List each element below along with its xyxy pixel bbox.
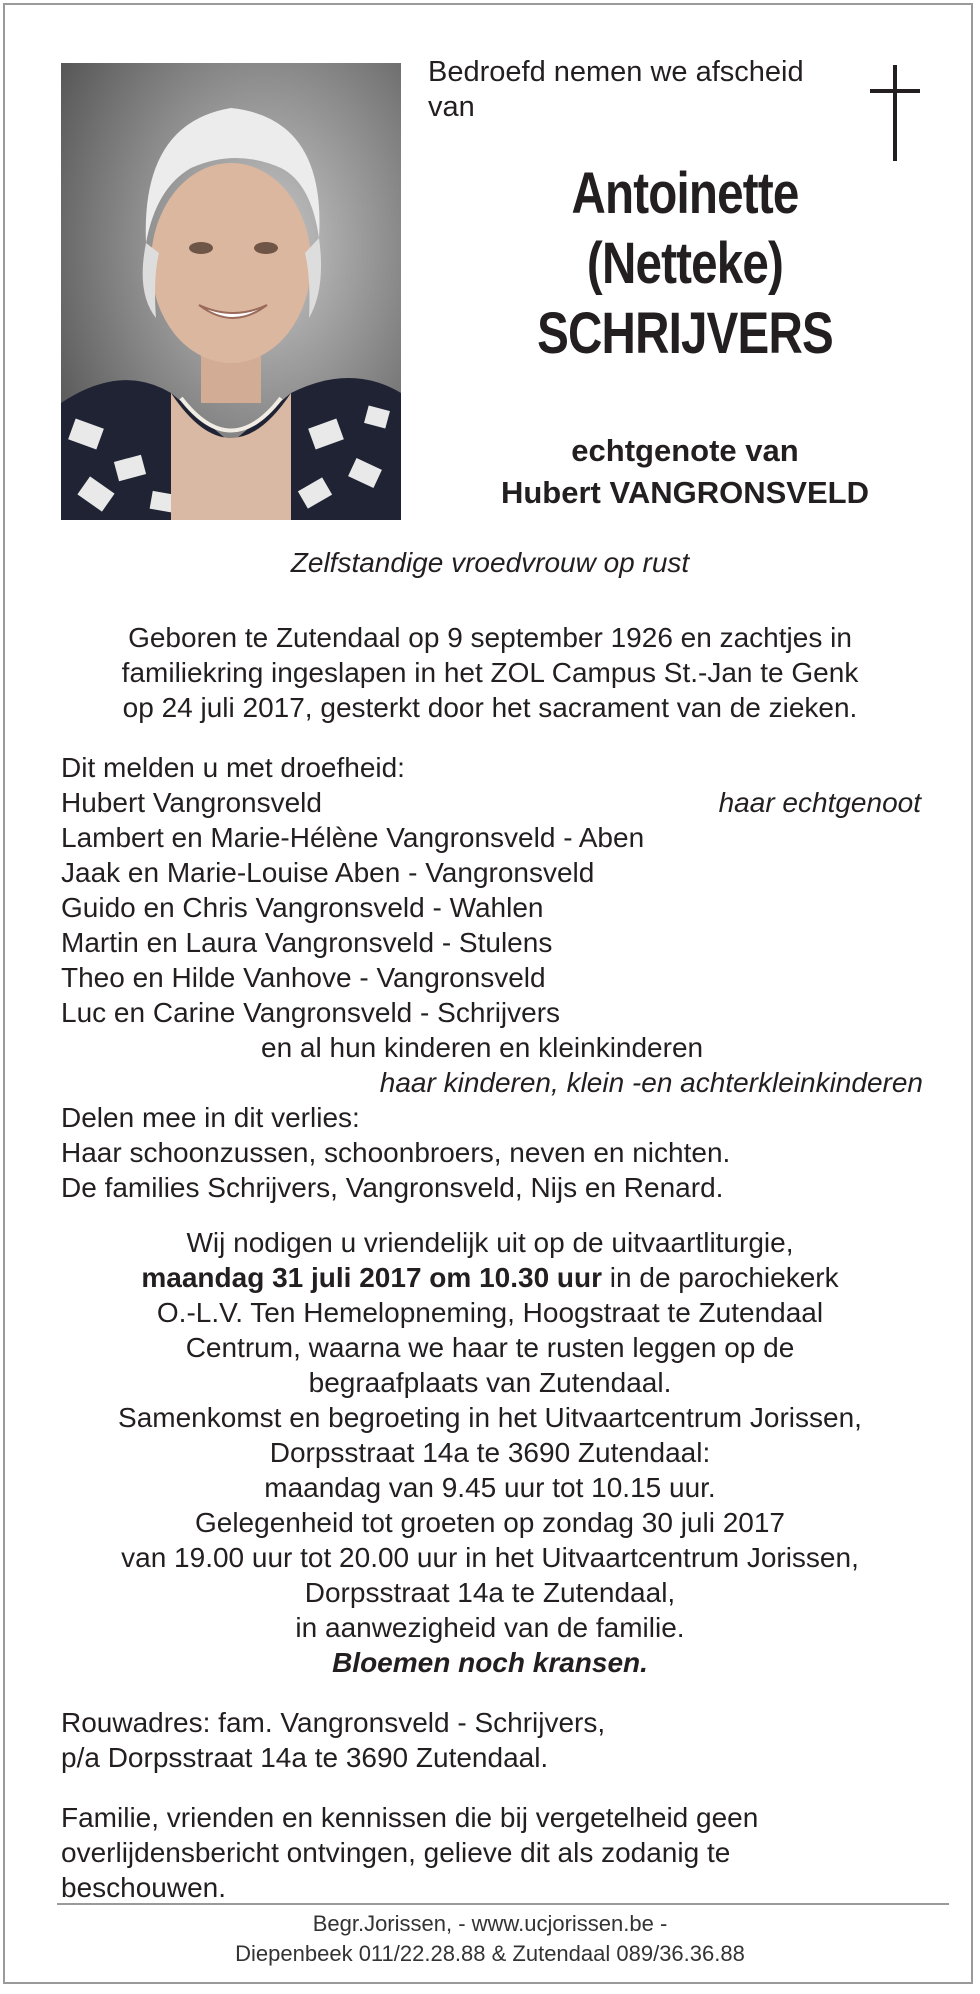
- funeral-line: begraafplaats van Zutendaal.: [308, 1367, 672, 1398]
- share-line: Haar schoonzussen, schoonbroers, neven en nichten.: [61, 1137, 731, 1168]
- name-first: Antoinette: [571, 161, 799, 226]
- cross-icon: [865, 65, 925, 165]
- footer-line-2: Diepenbeek 011/22.28.88 & Zutendaal 089/36.36.88: [235, 1941, 745, 1966]
- name-last: SCHRIJVERS: [537, 301, 833, 366]
- funeral-line: Centrum, waarna we haar te rusten leggen op de: [185, 1332, 795, 1363]
- children-role: haar kinderen, klein -en achterkleinkinderen: [379, 1067, 923, 1098]
- death-notice: [3, 3, 973, 1984]
- notice-line: beschouwen.: [61, 1872, 227, 1903]
- family-heading: Dit melden u met droefheid:: [61, 752, 405, 783]
- family-child: Luc en Carine Vangronsveld - Schrijvers: [61, 997, 561, 1028]
- funeral-place: in de parochiekerk: [602, 1262, 839, 1293]
- spouse-name: Hubert VANGRONSVELD: [500, 475, 869, 510]
- address-line: Rouwadres: fam. Vangronsveld - Schrijvers,: [61, 1707, 606, 1738]
- birth-line: familiekring ingeslapen in het ZOL Campus St.-Jan te Genk: [121, 657, 859, 688]
- mourning-address: [61, 1705, 931, 1775]
- funeral-date: maandag 31 juli 2017 om 10.30 uur: [141, 1262, 603, 1293]
- birth-line: op 24 juli 2017, gesterkt door het sacrament van de zieken.: [122, 692, 858, 723]
- share-line: De families Schrijvers, Vangronsveld, Nijs en Renard.: [61, 1172, 724, 1203]
- notice-line: Familie, vrienden en kennissen die bij vergetelheid geen: [61, 1802, 759, 1833]
- family-child: Jaak en Marie-Louise Aben - Vangronsveld: [61, 857, 595, 888]
- funeral-line: maandag van 9.45 uur tot 10.15 uur.: [264, 1472, 716, 1503]
- funeral-line: in aanwezigheid van de familie.: [295, 1612, 685, 1643]
- address-line: p/a Dorpsstraat 14a te 3690 Zutendaal.: [61, 1742, 549, 1773]
- grandchildren-line: en al hun kinderen en kleinkinderen: [261, 1032, 704, 1063]
- footer-divider: [57, 1903, 949, 1905]
- funeral-line: O.-L.V. Ten Hemelopneming, Hoogstraat te Zutendaal: [156, 1297, 824, 1328]
- intro-text: [428, 55, 868, 125]
- funeral-line: Samenkomst en begroeting in het Uitvaartcentrum Jorissen,: [118, 1402, 862, 1433]
- portrait-photo: [61, 63, 401, 520]
- family-child: Theo en Hilde Vanhove - Vangronsveld: [61, 962, 546, 993]
- notice-text: [61, 1800, 931, 1905]
- funeral-date-line: [45, 1260, 935, 1295]
- husband-name: Hubert Vangronsveld: [61, 787, 322, 818]
- family-husband-row: [61, 785, 931, 820]
- funeral-line: Dorpsstraat 14a te 3690 Zutendaal:: [269, 1437, 711, 1468]
- notice-line: overlijdensbericht ontvingen, gelieve dit als zodanig te: [61, 1837, 731, 1868]
- funeral-info: [45, 1225, 935, 1680]
- funeral-line: Dorpsstraat 14a te Zutendaal,: [304, 1577, 676, 1608]
- name-nick: (Netteke): [586, 231, 784, 296]
- spouse-label: echtgenote van: [571, 433, 799, 468]
- funeral-line: Wij nodigen u vriendelijk uit op de uitvaartliturgie,: [186, 1227, 794, 1258]
- family-child: Martin en Laura Vangronsveld - Stulens: [61, 927, 553, 958]
- husband-role: haar echtgenoot: [718, 787, 921, 818]
- birth-line: Geboren te Zutendaal op 9 september 1926 en zachtjes in: [128, 622, 852, 653]
- intro-line-1: Bedroefd nemen we afscheid: [428, 56, 804, 88]
- spouse-info: [425, 430, 945, 514]
- intro-line-2: van: [428, 91, 475, 123]
- deceased-name: [405, 159, 965, 369]
- family-child: Lambert en Marie-Hélène Vangronsveld - Aben: [61, 822, 645, 853]
- funeral-line: Gelegenheid tot groeten op zondag 30 juli 2017: [194, 1507, 786, 1538]
- footer: [5, 1909, 975, 1969]
- birth-death-text: [45, 620, 935, 725]
- flowers-note: Bloemen noch kransen.: [332, 1647, 648, 1678]
- funeral-line: van 19.00 uur tot 20.00 uur in het Uitvaartcentrum Jorissen,: [121, 1542, 859, 1573]
- family-list: [61, 750, 931, 1205]
- share-heading: Delen mee in dit verlies:: [61, 1102, 360, 1133]
- family-child: Guido en Chris Vangronsveld - Wahlen: [61, 892, 544, 923]
- profession: Zelfstandige vroedvrouw op rust: [290, 547, 690, 578]
- footer-line-1: Begr.Jorissen, - www.ucjorissen.be -: [312, 1911, 668, 1936]
